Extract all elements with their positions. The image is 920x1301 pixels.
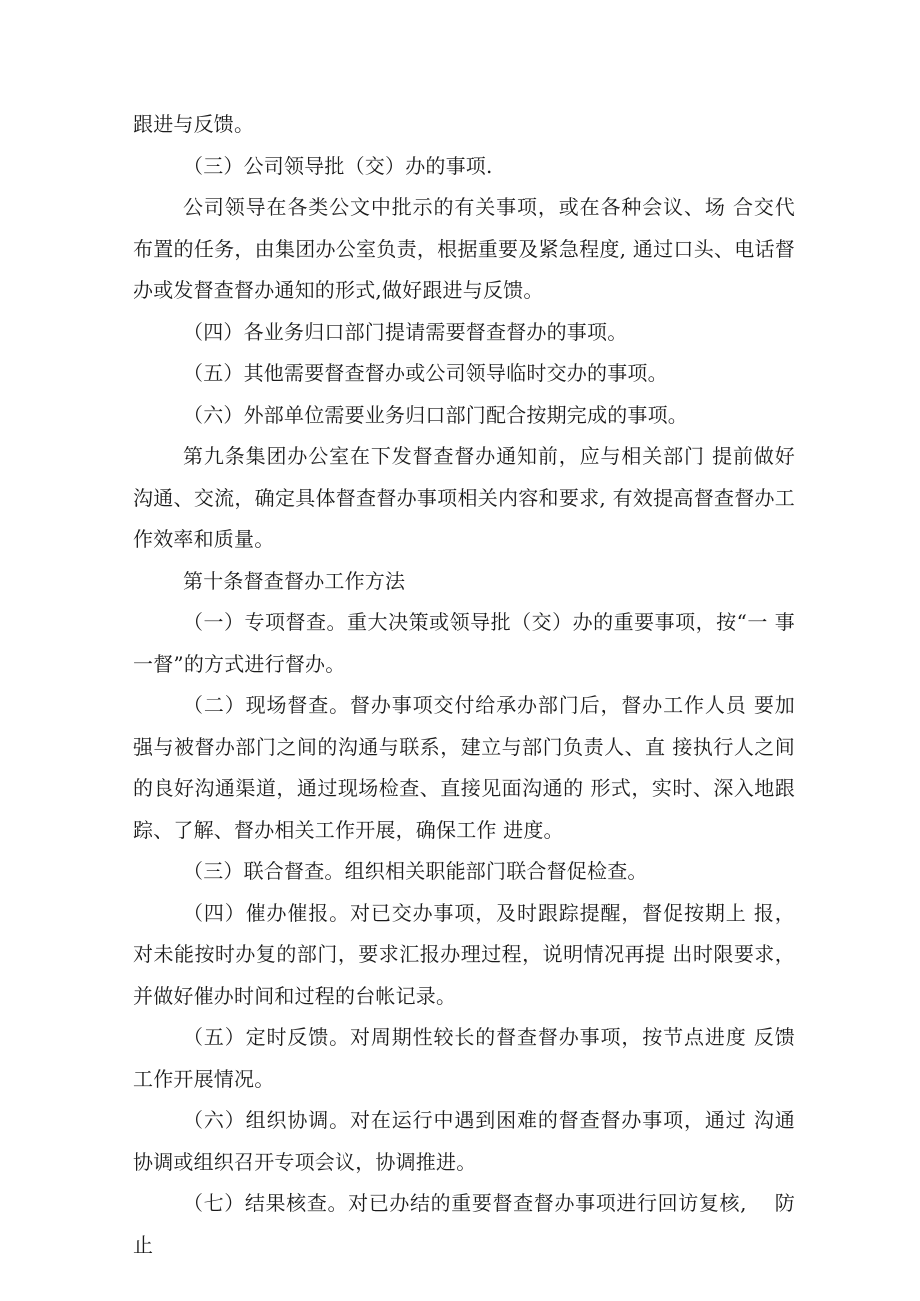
paragraph-12: （四）催办催报。对已交办事项，及时跟踪提醒，督促按期上 报，对未能按时办复的部门，要求汇报办理过程，说明情况再提 出时限要求，并做好催办时间和过程的台帐记录。 xyxy=(133,900,795,1008)
paragraph-2: （三）公司领导批（交）办的事项. xyxy=(183,153,493,178)
paragraph-5: （五）其他需要督查督办或公司领导临时交办的事项。 xyxy=(183,361,668,385)
document-body xyxy=(133,104,795,1266)
paragraph-9: （一）专项督查。重大决策或领导批（交）办的重要事项，按“一 事一督”的方式进行督办。 xyxy=(133,610,795,676)
paragraph-11: （三）联合督查。组织相关职能部门联合督促检查。 xyxy=(183,859,648,883)
section-heading-article-10: 第十条督查督办工作方法 xyxy=(183,568,406,593)
paragraph-3: 公司领导在各类公文中批示的有关事项，或在各种会议、场 合交代布置的任务，由集团办公室负责，根据重要及紧急程度, 通过口头、电话督办或发督查督办通知的形式,做好跟进与反馈。 xyxy=(133,195,795,302)
paragraph-15: （七）结果核查。对已办结的重要督查督办事项进行回访复核, 防止 xyxy=(133,1191,795,1257)
paragraph-6: （六）外部单位需要业务归口部门配合按期完成的事项。 xyxy=(183,402,688,427)
paragraph-4: （四）各业务归口部门提请需要督查督办的事项。 xyxy=(183,319,628,344)
paragraph-13: （五）定时反馈。对周期性较长的督查督办事项，按节点进度 反馈工作开展情况。 xyxy=(133,1025,795,1091)
paragraph-1: 跟进与反馈。 xyxy=(133,112,255,136)
paragraph-7: 第九条集团办公室在下发督查督办通知前，应与相关部门 提前做好沟通、交流，确定具体督查督办事项相关内容和要求, 有效提高督查督办工作效率和质量。 xyxy=(133,444,795,551)
paragraph-14: （六）组织协调。对在运行中遇到困难的督查督办事项，通过 沟通协调或组织召开专项会议，协调推进。 xyxy=(133,1108,795,1174)
paragraph-10: （二）现场督查。督办事项交付给承办部门后，督办工作人员 要加强与被督办部门之间的沟通与联系，建立与部门负责人、直 接执行人之间的良好沟通渠道，通过现场检查、直接见面沟通的 形式，实时、深入地跟踪、了解、督办相关工作开展，确保工作 进度。 xyxy=(133,693,795,842)
